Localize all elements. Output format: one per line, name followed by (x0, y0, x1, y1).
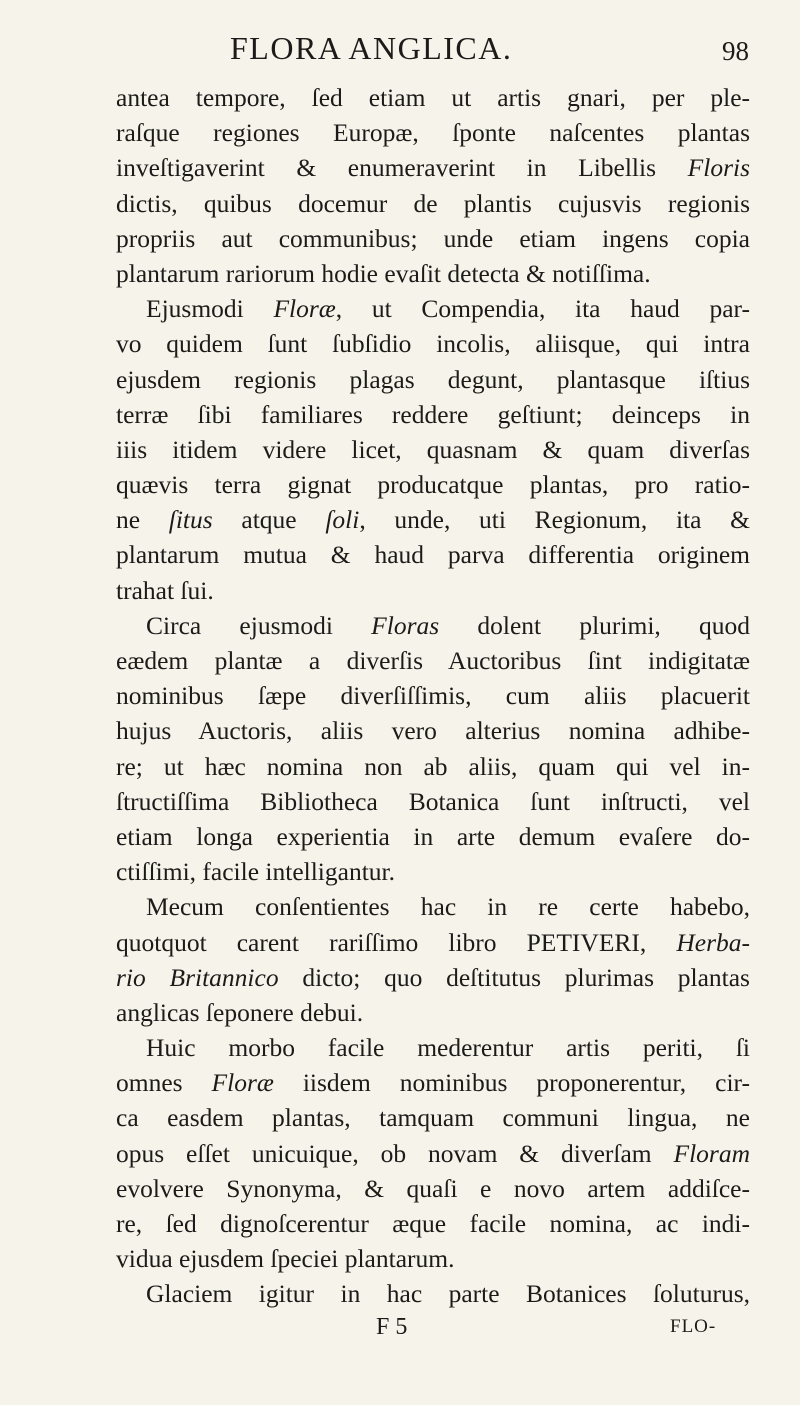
text-line: iiis itidem videre licet, quasnam & quam diverſas (116, 434, 750, 464)
paragraph-6 (116, 1276, 750, 1311)
text-line: propriis aut communibus; unde etiam ingens copia (116, 223, 750, 253)
page-number: 98 (722, 36, 749, 66)
text-line: nominibus ſæpe diverſiſſimis, cum aliis placuerit (116, 681, 750, 711)
text-line: Huic morbo facile mederentur artis periti, ſi (146, 1033, 750, 1063)
text-line: plantarum mutua & haud parva differentia originem (116, 540, 750, 570)
text-line: trahat ſui. (116, 575, 214, 605)
text-line: quævis terra gignat producatque plantas, pro ratio- (116, 470, 750, 500)
text-line: dictis, quibus docemur de plantis cujusvis regionis (116, 188, 750, 218)
text-line: plantarum rariorum hodie evaſit detecta & notiſſima. (116, 258, 651, 288)
text-line: antea tempore, ſed etiam ut artis gnari, per ple- (116, 83, 750, 112)
text-line: ejusdem regionis plagas degunt, plantasque iſtius (116, 364, 750, 394)
text-line: eædem plantæ a diverſis Auctoribus ſint indigitatæ (116, 646, 750, 675)
paragraph-5 (116, 1030, 750, 1276)
text-line: anglicas ſeponere debui. (116, 997, 364, 1027)
paragraph-1 (116, 80, 750, 291)
text-line: Glaciem igitur in hac parte Botanices ſoluturus, (146, 1279, 750, 1309)
text-line: hujus Auctoris, aliis vero alterius nomina adhibe- (116, 716, 750, 746)
text-line: re, ſed dignoſcerentur æque facile nomina, ac indi- (116, 1209, 750, 1238)
text-line: vo quidem ſunt ſubſidio incolis, aliisque, qui intra (116, 329, 750, 359)
text-line: quotquot carent rariſſimo libro PETIVERI, Herba- (116, 927, 750, 957)
text-line: terræ ſibi familiares reddere geſtiunt; deinceps in (116, 399, 750, 429)
text-line: re; ut hæc nomina non ab aliis, quam qui vel in- (116, 751, 750, 781)
text-line: etiam longa experientia in arte demum evaſere do- (116, 821, 750, 851)
catchword: FLO- (670, 1315, 717, 1337)
body-text (116, 80, 750, 1342)
text-line: Circa ejusmodi Floras dolent plurimi, quod (146, 610, 751, 640)
text-line: rio Britannico dicto; quo deſtitutus plurimas plantas (116, 962, 750, 992)
text-line: ca easdem plantas, tamquam communi lingua, ne (116, 1103, 750, 1133)
text-line: raſque regiones Europæ, ſponte naſcentes plantas (116, 118, 750, 148)
text-line: ſtructiſſima Bibliotheca Botanica ſunt inſtructi, vel (116, 786, 750, 816)
footer-line (116, 1312, 750, 1342)
paragraph-4 (116, 889, 750, 1030)
text-line: ctiſſimi, facile intelligantur. (116, 857, 396, 887)
text-line: ne ſitus atque ſoli, unde, uti Regionum, ita & (116, 505, 750, 535)
text-line: omnes Floræ iisdem nominibus proponerentur, cir- (116, 1068, 750, 1098)
signature-mark: F 5 (376, 1313, 408, 1340)
paragraph-3 (116, 608, 750, 890)
text-line: evolvere Synonyma, & quaſi e novo artem addiſce- (116, 1173, 750, 1203)
text-line: vidua ejusdem ſpeciei plantarum. (116, 1244, 455, 1274)
paragraph-2 (116, 291, 750, 608)
text-line: opus eſſet unicuique, ob novam & diverſam Floram (116, 1138, 750, 1168)
text-line: Mecum conſentientes hac in re certe habebo, (146, 892, 750, 922)
text-line: Ejusmodi Floræ, ut Compendia, ita haud par- (146, 294, 750, 324)
text-line: inveſtigaverint & enumeraverint in Libellis Floris (116, 153, 750, 183)
running-title: FLORA ANGLICA. (230, 30, 513, 66)
